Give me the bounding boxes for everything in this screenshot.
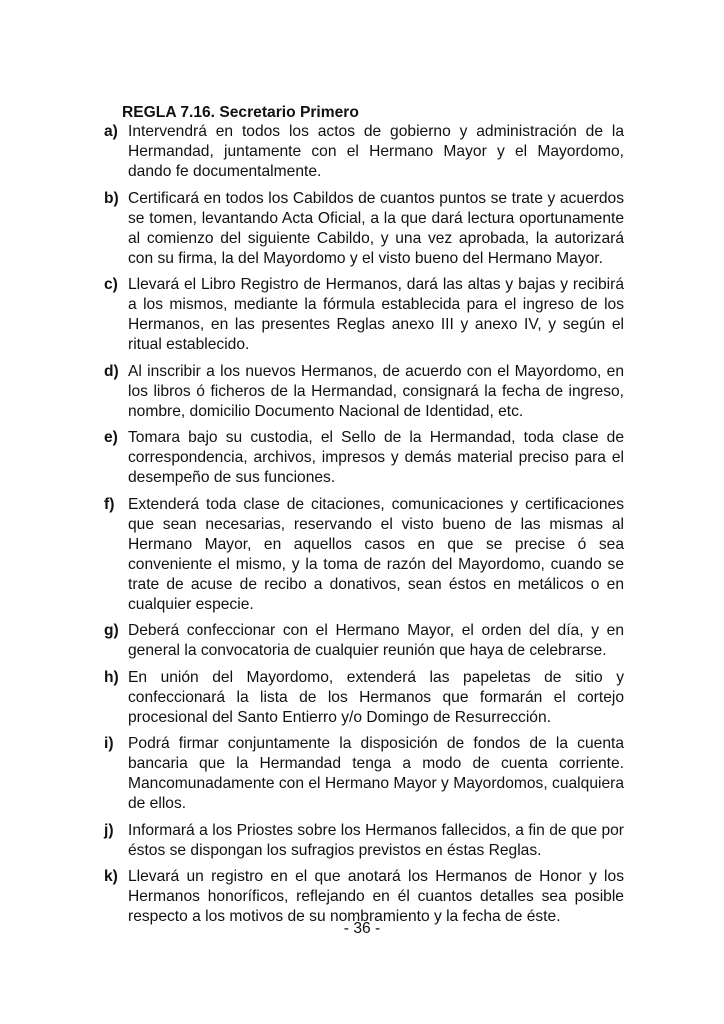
item-letter: e): [104, 429, 118, 446]
item-text: Intervendrá en todos los actos de gobierno y administración de la Hermandad, juntamente con el Hermano Mayor y el Mayordomo, dando fe documentalmente.: [128, 123, 624, 180]
rule-item-f: [104, 495, 624, 615]
rule-item-h: [104, 668, 624, 728]
item-text: Deberá confeccionar con el Hermano Mayor, el orden del día, y en general la convocatoria de cualquier reunión que haya de celebrarse.: [128, 622, 624, 659]
rule-item-e: [104, 428, 624, 488]
page-number: - 36 -: [343, 920, 381, 937]
rule-item-g: [104, 621, 624, 661]
item-text: Podrá firmar conjuntamente la disposición de fondos de la cuenta bancaria que la Hermandad tenga a modo de cuenta corriente. Mancomunadamente con el Hermano Mayor y Mayordomos, cualquiera de ellos.: [128, 735, 624, 812]
item-text: Informará a los Priostes sobre los Hermanos fallecidos, a fin de que por éstos se dispongan los sufragios previstos en éstas Reglas.: [128, 821, 624, 859]
item-letter: k): [104, 868, 118, 885]
item-letter: c): [104, 276, 118, 293]
item-text: Tomara bajo su custodia, el Sello de la Hermandad, toda clase de correspondencia, archivos, impresos y demás material preciso para el desempeño de sus funciones.: [128, 429, 624, 486]
item-letter: i): [104, 735, 114, 752]
rule-item-b: [104, 189, 624, 269]
item-letter: h): [104, 668, 119, 686]
rule-items-list: [104, 122, 624, 934]
rule-item-d: [104, 362, 624, 422]
item-text: Llevará el Libro Registro de Hermanos, dará las altas y bajas y recibirá a los mismos, mediante la fórmula establecida para el ingreso de los Hermanos, en las presentes Reglas anexo III y anexo IV, y según el ritual establecido.: [128, 276, 624, 353]
rule-heading: REGLA 7.16. Secretario Primero: [122, 104, 359, 121]
item-letter: b): [104, 189, 119, 207]
item-letter: d): [104, 362, 119, 380]
rule-item-i: [104, 734, 624, 814]
rule-item-a: [104, 122, 624, 182]
item-letter: g): [104, 622, 119, 639]
rule-item-k: [104, 867, 624, 927]
item-text: En unión del Mayordomo, extenderá las papeletas de sitio y confeccionará la lista de los Hermanos que formarán el cortejo procesional del Santo Entierro y/o Domingo de Resurrección.: [128, 668, 624, 726]
rule-item-j: [104, 821, 624, 861]
item-text: Extenderá toda clase de citaciones, comunicaciones y certificaciones que sean necesarias, reservando el visto bueno de las mismas al Hermano Mayor, en aquellos casos en que se precise ó sea conveniente el mismo, y la toma de razón del Mayordomo, cuando se trate de acuse de recibo a donativos, sean éstos en metálicos o en cualquier especie.: [128, 495, 624, 613]
rule-item-c: [104, 275, 624, 355]
item-letter: j): [104, 821, 114, 839]
item-text: Al inscribir a los nuevos Hermanos, de acuerdo con el Mayordomo, en los libros ó ficheros de la Hermandad, consignará la fecha de ingreso, nombre, domicilio Documento Nacional de Identidad, etc.: [128, 362, 624, 420]
item-text: Certificará en todos los Cabildos de cuantos puntos se trate y acuerdos se tomen, levantando Acta Oficial, a la que dará lectura oportunamente al comienzo del siguiente Cabildo, y una vez aprobada, la autorizará con su firma, la del Mayordomo y el visto bueno del Hermano Mayor.: [128, 189, 624, 267]
item-letter: f): [104, 495, 115, 513]
item-letter: a): [104, 123, 118, 140]
item-text: Llevará un registro en el que anotará los Hermanos de Honor y los Hermanos honoríficos, reflejando en él cuantos detalles sea posible respecto a los motivos de su nombramiento y la fecha de éste.: [128, 868, 624, 925]
